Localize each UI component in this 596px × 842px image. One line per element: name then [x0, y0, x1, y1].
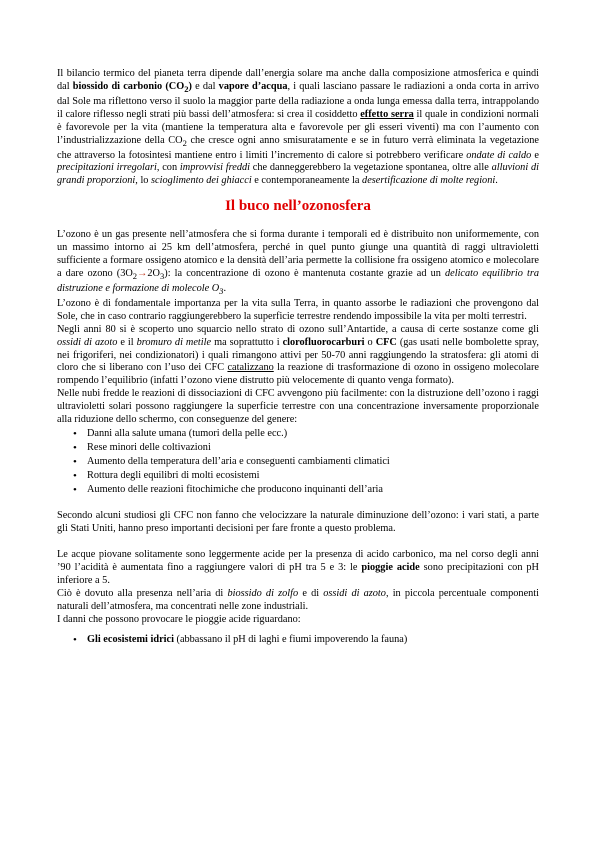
italic-term: desertificazione di molte regioni [362, 175, 496, 187]
document-page [57, 68, 539, 647]
italic-term: ossidi di azoto [323, 587, 386, 599]
subscript: 3 [219, 285, 224, 296]
text: sono precipitazioni con pH inferiore a 5. [57, 562, 539, 587]
italic-term: bromuro di metile [136, 336, 212, 348]
text: 2O [147, 267, 160, 279]
italic-term: biossido di zolfo [227, 587, 299, 599]
text: Negli anni 80 si è scoperto uno squarcio nello strato di ozono sull’Antartide, a causa di certe sostanze come gli [57, 323, 539, 335]
subscript: 2 [182, 137, 187, 148]
damage-list [57, 633, 539, 647]
text: , lo [135, 175, 152, 187]
paragraph-greenhouse [57, 68, 539, 188]
text: (abbassano il pH di laghi e fiumi impoverendo la fauna) [173, 633, 408, 645]
spacer [57, 536, 539, 549]
text: Ciò è dovuto alla presenza nell’aria di [57, 587, 228, 599]
underlined-term: catalizzano [227, 362, 274, 374]
bold-term-vapor: vapore d’acqua [218, 80, 288, 92]
italic-term: ondate di caldo [466, 149, 532, 161]
spacer [57, 497, 539, 510]
subscript: 2 [132, 271, 138, 282]
paragraph-ozone-intro [57, 229, 539, 298]
text: che danneggerebbero la vegetazione spontanea, oltre alle [249, 162, 492, 174]
list-item: • Aumento delle reazioni fitochimiche che producono inquinanti dell’aria [87, 483, 539, 497]
bold-paren: ) [188, 80, 192, 92]
text: , i quali lasciano passare le radiazioni a onda corta in arrivo dal Sole ma riflettono verso il suolo la maggior parte della radiazione a onda lunga emessa dalla terra, intrappolando il calore riflesso negli strati più bassi dell’atmosfera: si crea il cosiddetto [57, 80, 539, 120]
list-item: • Rese minori delle coltivazioni [87, 441, 539, 455]
bold-term: CFC [375, 336, 397, 348]
italic-term: scioglimento dei ghiacci [151, 175, 252, 187]
list-item: • Rottura degli equilibri di molti ecosistemi [87, 469, 539, 483]
text: ): la concentrazione di ozono è mantenuta costante grazie ad un [164, 267, 445, 279]
paragraph-acid-cause [57, 588, 539, 614]
list-item: • Aumento della temperatura dell’aria e conseguenti cambiamenti climatici [87, 455, 539, 469]
bold-term-greenhouse: effetto serra [360, 108, 414, 120]
text: e di [298, 587, 324, 599]
text: (gas usati nelle bombolette spray, nei frigoriferi, nei condizionatori) i quali rimangono attivi per 50-70 anni raggiungendo la stratosfera: gli atomi di cloro che si liberano con l’uso dei CFC [57, 336, 539, 374]
subscript: 2 [184, 83, 189, 94]
text: Il bilancio termico del pianeta terra dipende dall’energia solare ma anche dalla composizione atmosferica e quindi dal [57, 68, 539, 92]
text: e [531, 149, 539, 161]
list-item [87, 633, 539, 647]
italic-term: alluvioni di grandi proporzioni [57, 162, 539, 187]
subscript: 3 [159, 271, 165, 282]
text: la reazione di trasformazione di ozono in ossigeno molecolare rompendo l’equilibrio (infatti l’ozono viene distrutto più velocemente di quanto venga formato). [57, 362, 540, 387]
arrow-right-icon: → [137, 267, 148, 279]
text: Le acque piovane solitamente sono leggermente acide per la presenza di acido carbonico, ma nel corso degli anni ’90 l’acidità è aumentata fino a raggiungere valori di pH tra 5 e 3: le [57, 549, 539, 574]
text: , in piccola percentuale componenti naturali dell’atmosfera, ma concentrati nelle zone industriali. [57, 587, 540, 612]
text: . [495, 175, 498, 187]
text: L’ozono è un gas presente nell’atmosfera che si forma durante i temporali ed è distribuito non uniformemente, con un massimo intorno ai 25 km dell’atmosfera, perché in quel punto giunge una quantità di raggi ultravioletti sufficiente a formare ossigeno atomico e la densità dell’aria permette la collisione fra ossigeno atomico e molecolare a dare ozono (3O [57, 229, 539, 279]
paragraph-ozone-importance: L’ozono è di fondamentale importanza per la vita sulla Terra, in quanto assorbe le radiazioni che provengono dal Sole, che in caso contrario raggiungerebbero la superficie terrestre rendendo impossibile la vita per molti terrestri. [57, 297, 539, 322]
text: , con [156, 162, 180, 174]
text: ma soprattutto i [211, 336, 283, 348]
text: il quale in condizioni normali è favorevole per la vita (mantiene la temperatura alta e favorevole per gli esseri viventi) ma con l’aumento con l’industrializzazione della CO [57, 108, 539, 146]
bold-term-co2: biossido di carbonio (CO [72, 80, 185, 92]
bold-term: Gli ecosistemi idrici [87, 633, 174, 645]
section-heading: Il buco nell’ozonosfera [225, 198, 371, 215]
text: e dal [191, 80, 219, 92]
paragraph-cold-clouds: Nelle nubi fredde le reazioni di dissociazioni di CFC avvengono più facilmente: con la distruzione dell’ozono i raggi ultravioletti solari possono raggiungere la superficie terrestre con una concentrazione inversamente proporzionale alla riduzione dello schermo, con conseguenze del genere: [57, 388, 539, 426]
italic-term: ossidi di azoto [57, 336, 118, 348]
list-item: • Danni alla salute umana (tumori della pelle ecc.) [87, 427, 539, 441]
italic-term: improvvisi freddi [179, 162, 250, 174]
text: . [223, 282, 227, 294]
paragraph-acid-damage-intro: I danni che possono provocare le pioggie acide riguardano: [57, 613, 301, 625]
paragraph-acid-rain [57, 549, 539, 588]
bold-term: pioggie acide [361, 562, 420, 574]
italic-term: precipitazioni irregolari [57, 162, 157, 174]
text: che cresce ogni anno smisuratamente e se in futuro verrà eliminata la vegetazione che attraverso la fotosintesi mantiene entro i limiti l’incremento di calore si potrebbero verificare [57, 134, 539, 161]
italic-term: delicato equilibrio tra distruzione e formazione di molecole O [57, 267, 539, 294]
consequences-list [57, 427, 539, 497]
paragraph-ozone-hole [57, 324, 539, 389]
text: o [364, 336, 376, 348]
paragraph-cfc-studies: Secondo alcuni studiosi gli CFC non fanno che velocizzare la naturale diminuzione dell’ozono: i vari stati, a parte gli Stati Uniti, hanno preso importanti decisioni per fare fronte a questo problema. [57, 510, 539, 535]
bold-term: clorofluorocarburi [282, 336, 365, 348]
text: e il [117, 336, 137, 348]
text: e contemporaneamente la [251, 175, 363, 187]
